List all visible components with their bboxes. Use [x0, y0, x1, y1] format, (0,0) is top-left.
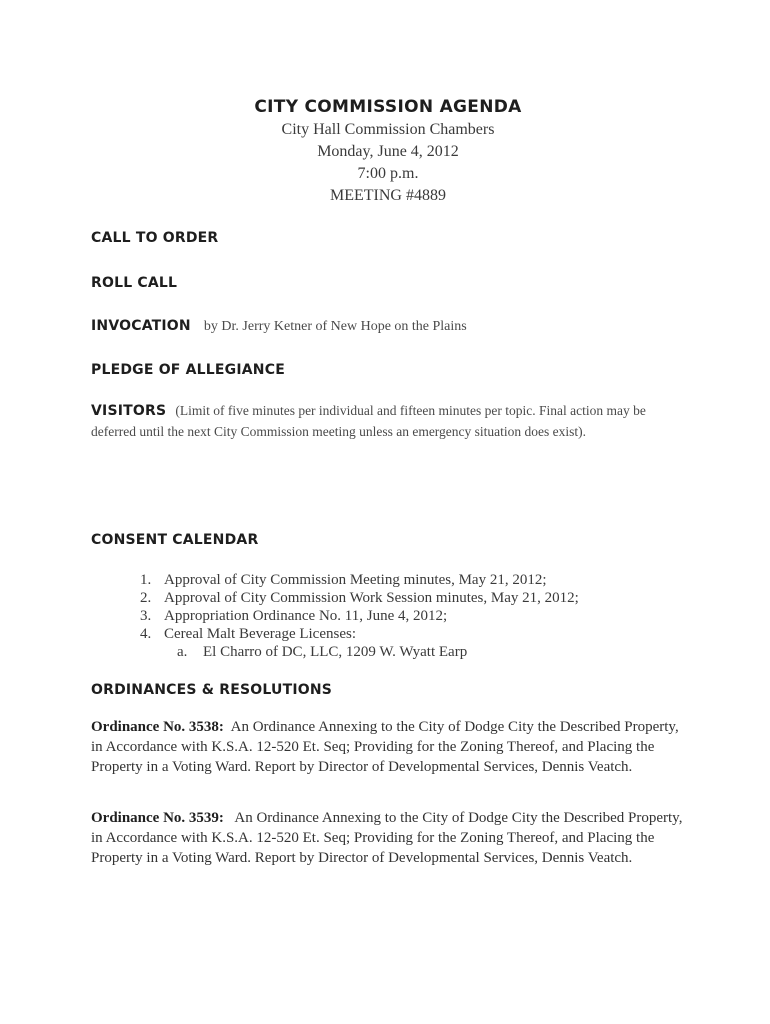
- ordinance-paragraph-3539: [91, 808, 691, 868]
- list-item-text: Appropriation Ordinance No. 11, June 4, 2012;: [164, 608, 448, 624]
- section-roll-call: ROLL CALL: [91, 275, 178, 291]
- list-item: [140, 607, 579, 625]
- list-item-number: 4.: [140, 626, 152, 642]
- list-item-number: 2.: [140, 590, 152, 606]
- ordinance-number: Ordinance No. 3539:: [91, 810, 224, 826]
- visitors-heading: VISITORS: [91, 403, 167, 419]
- invocation-note: by Dr. Jerry Ketner of New Hope on the Plains: [203, 319, 467, 334]
- invocation-heading: INVOCATION: [91, 318, 191, 334]
- visitors-note-line2: deferred until the next City Commission meeting unless an emergency situation does exist).: [91, 424, 587, 439]
- list-subitem-letter: a.: [177, 644, 188, 660]
- list-item: [140, 625, 579, 643]
- consent-list: [140, 571, 579, 661]
- section-ordinances: ORDINANCES & RESOLUTIONS: [91, 682, 333, 698]
- ordinance-text: An Ordinance Annexing to the City of Dodge City the Described Property, in Accordance with K.S.A. 12-520 Et. Seq; Providing for the Zoning Thereof, and Placing the Property in a Voting Ward. Report by Director of Developmental Services, Dennis Veatch.: [91, 810, 683, 866]
- list-item-text: Approval of City Commission Meeting minutes, May 21, 2012;: [164, 572, 547, 588]
- list-subitem: [177, 643, 579, 661]
- ordinance-text: An Ordinance Annexing to the City of Dodge City the Described Property, in Accordance with K.S.A. 12-520 Et. Seq; Providing for the Zoning Thereof, and Placing the Property in a Voting Ward. Report by Director of Developmental Services, Dennis Veatch.: [91, 719, 679, 775]
- meeting-time: 7:00 p.m.: [357, 165, 419, 182]
- agenda-header: [0, 95, 770, 207]
- section-call-to-order: CALL TO ORDER: [91, 230, 219, 246]
- section-visitors: [91, 403, 646, 419]
- list-item: [140, 589, 579, 607]
- list-item-text: Cereal Malt Beverage Licenses:: [164, 626, 356, 642]
- page-title: CITY COMMISSION AGENDA: [254, 97, 522, 117]
- list-item: [140, 571, 579, 589]
- list-item-number: 3.: [140, 608, 152, 624]
- visitors-note-line1: (Limit of five minutes per individual and fifteen minutes per topic. Final action may be: [175, 403, 646, 418]
- meeting-date: Monday, June 4, 2012: [317, 143, 459, 160]
- list-item-number: 1.: [140, 572, 152, 588]
- meeting-location: City Hall Commission Chambers: [281, 121, 495, 138]
- ordinance-paragraph-3538: [91, 717, 691, 777]
- section-invocation: [91, 318, 467, 335]
- meeting-number: MEETING #4889: [330, 187, 446, 204]
- list-item-text: Approval of City Commission Work Session minutes, May 21, 2012;: [164, 590, 579, 606]
- ordinance-number: Ordinance No. 3538:: [91, 719, 224, 735]
- list-subitem-text: El Charro of DC, LLC, 1209 W. Wyatt Earp: [203, 644, 468, 660]
- section-consent-calendar: CONSENT CALENDAR: [91, 532, 259, 548]
- section-pledge: PLEDGE OF ALLEGIANCE: [91, 362, 285, 378]
